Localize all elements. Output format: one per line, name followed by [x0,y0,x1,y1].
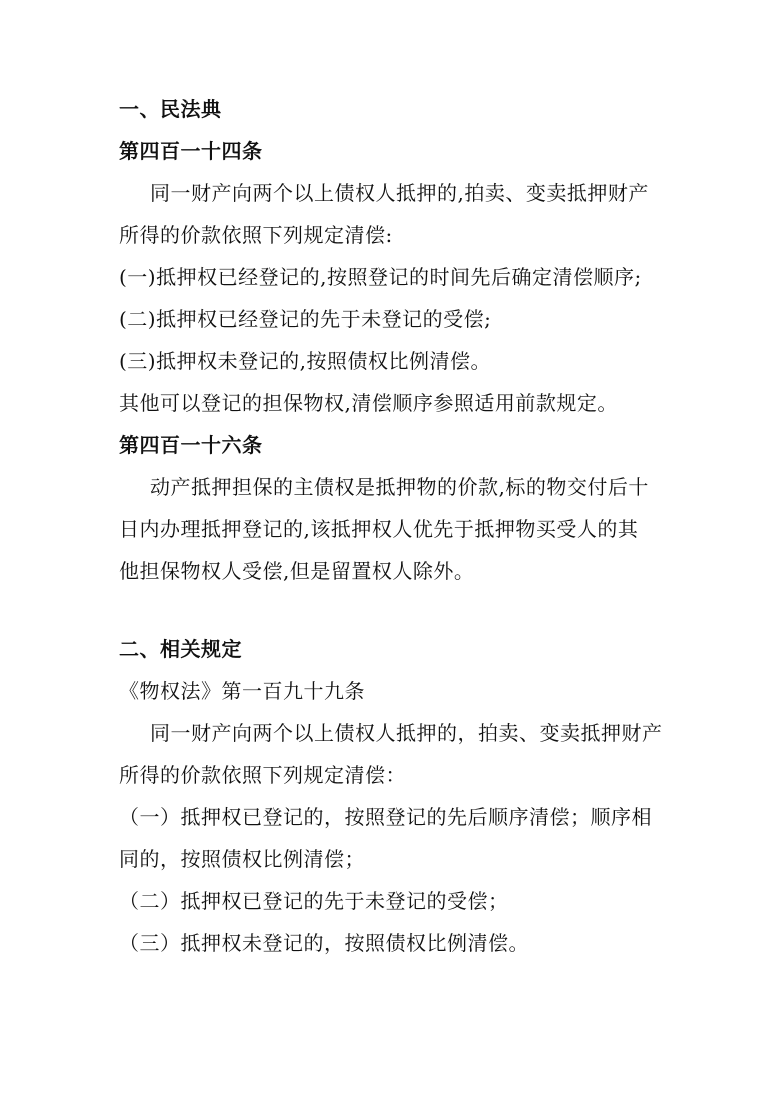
article-416-title: 第四百一十六条 [119,433,263,457]
property-law-article-title: 《物权法》第一百九十九条 [119,679,365,703]
article-414-paragraph-line: 所得的价款依照下列规定清偿: [119,223,393,247]
article-414-item-2: (二)抵押权已经登记的先于未登记的受偿; [119,307,492,331]
article-416-paragraph-line: 动产抵押担保的主债权是抵押物的价款,标的物交付后十 [150,475,649,499]
article-416-paragraph-line: 他担保物权人受偿,但是留置权人除外。 [119,559,475,583]
section-heading-related-rules: 二、相关规定 [119,637,242,661]
article-416-paragraph-line: 日内办理抵押登记的,该抵押权人优先于抵押物买受人的其 [119,517,639,541]
article-414-item-3: (三)抵押权未登记的,按照债权比例清偿。 [119,349,491,373]
section-heading-civil-code: 一、民法典 [119,97,222,121]
property-law-item-1: （一）抵押权已登记的，按照登记的先后顺序清偿；顺序相 [119,805,652,829]
article-414-closing-line: 其他可以登记的担保物权,清偿顺序参照适用前款规定。 [119,391,618,415]
article-414-title: 第四百一十四条 [119,139,263,163]
article-414-item-1: (一)抵押权已经登记的,按照登记的时间先后确定清偿顺序; [119,265,642,289]
article-414-paragraph-line: 同一财产向两个以上债权人抵押的,拍卖、变卖抵押财产 [150,181,649,205]
property-law-paragraph-line: 同一财产向两个以上债权人抵押的，拍卖、变卖抵押财产 [150,721,663,745]
property-law-item-2: （二）抵押权已登记的先于未登记的受偿； [119,889,509,913]
property-law-item-3: （三）抵押权未登记的，按照债权比例清偿。 [119,931,529,955]
property-law-item-1-continued: 同的，按照债权比例清偿； [119,847,365,871]
property-law-paragraph-line: 所得的价款依照下列规定清偿： [119,763,406,787]
